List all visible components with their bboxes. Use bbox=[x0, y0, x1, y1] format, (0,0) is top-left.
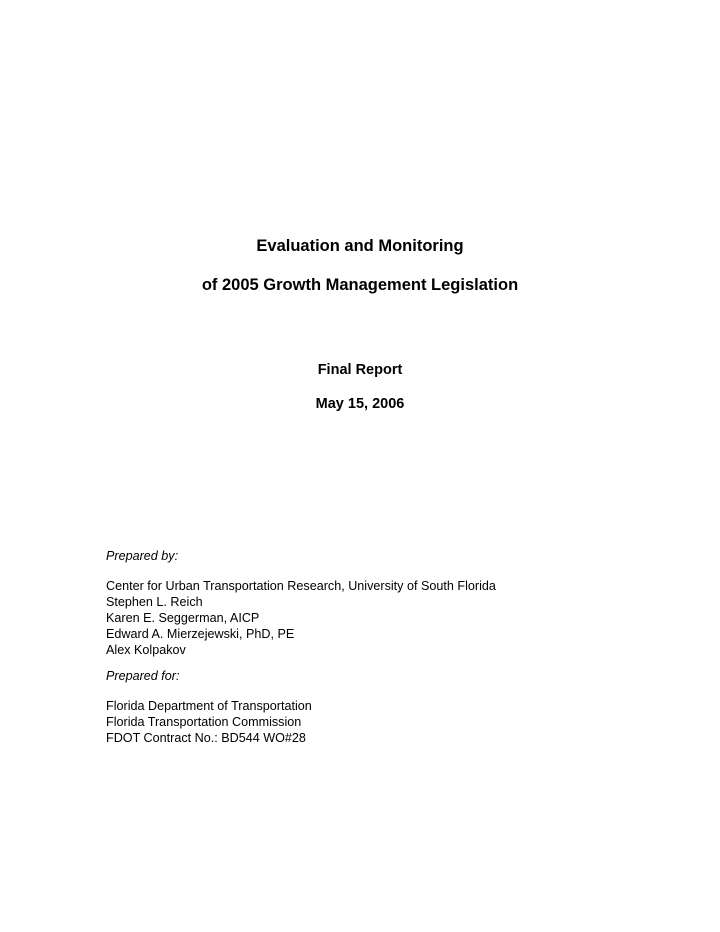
prepared-by-line: Karen E. Seggerman, AICP bbox=[106, 611, 260, 625]
prepared-by-line: Alex Kolpakov bbox=[106, 643, 186, 657]
prepared-by-line: Center for Urban Transportation Research, University of South Florida bbox=[106, 579, 496, 593]
report-type: Final Report bbox=[317, 362, 403, 378]
title-line-1: Evaluation and Monitoring bbox=[256, 237, 464, 255]
prepared-for-line: FDOT Contract No.: BD544 WO#28 bbox=[106, 731, 306, 745]
prepared-for-line: Florida Department of Transportation bbox=[106, 699, 312, 713]
report-date: May 15, 2006 bbox=[315, 396, 405, 412]
prepared-by-line: Edward A. Mierzejewski, PhD, PE bbox=[106, 627, 295, 641]
prepared-for-label: Prepared for: bbox=[106, 669, 180, 683]
prepared-by-line: Stephen L. Reich bbox=[106, 595, 203, 609]
prepared-for-section bbox=[106, 668, 666, 746]
prepared-by-label: Prepared by: bbox=[106, 549, 179, 563]
title-line-2: of 2005 Growth Management Legislation bbox=[201, 276, 519, 294]
prepared-for-line: Florida Transportation Commission bbox=[106, 715, 302, 729]
prepared-by-section bbox=[106, 548, 666, 658]
